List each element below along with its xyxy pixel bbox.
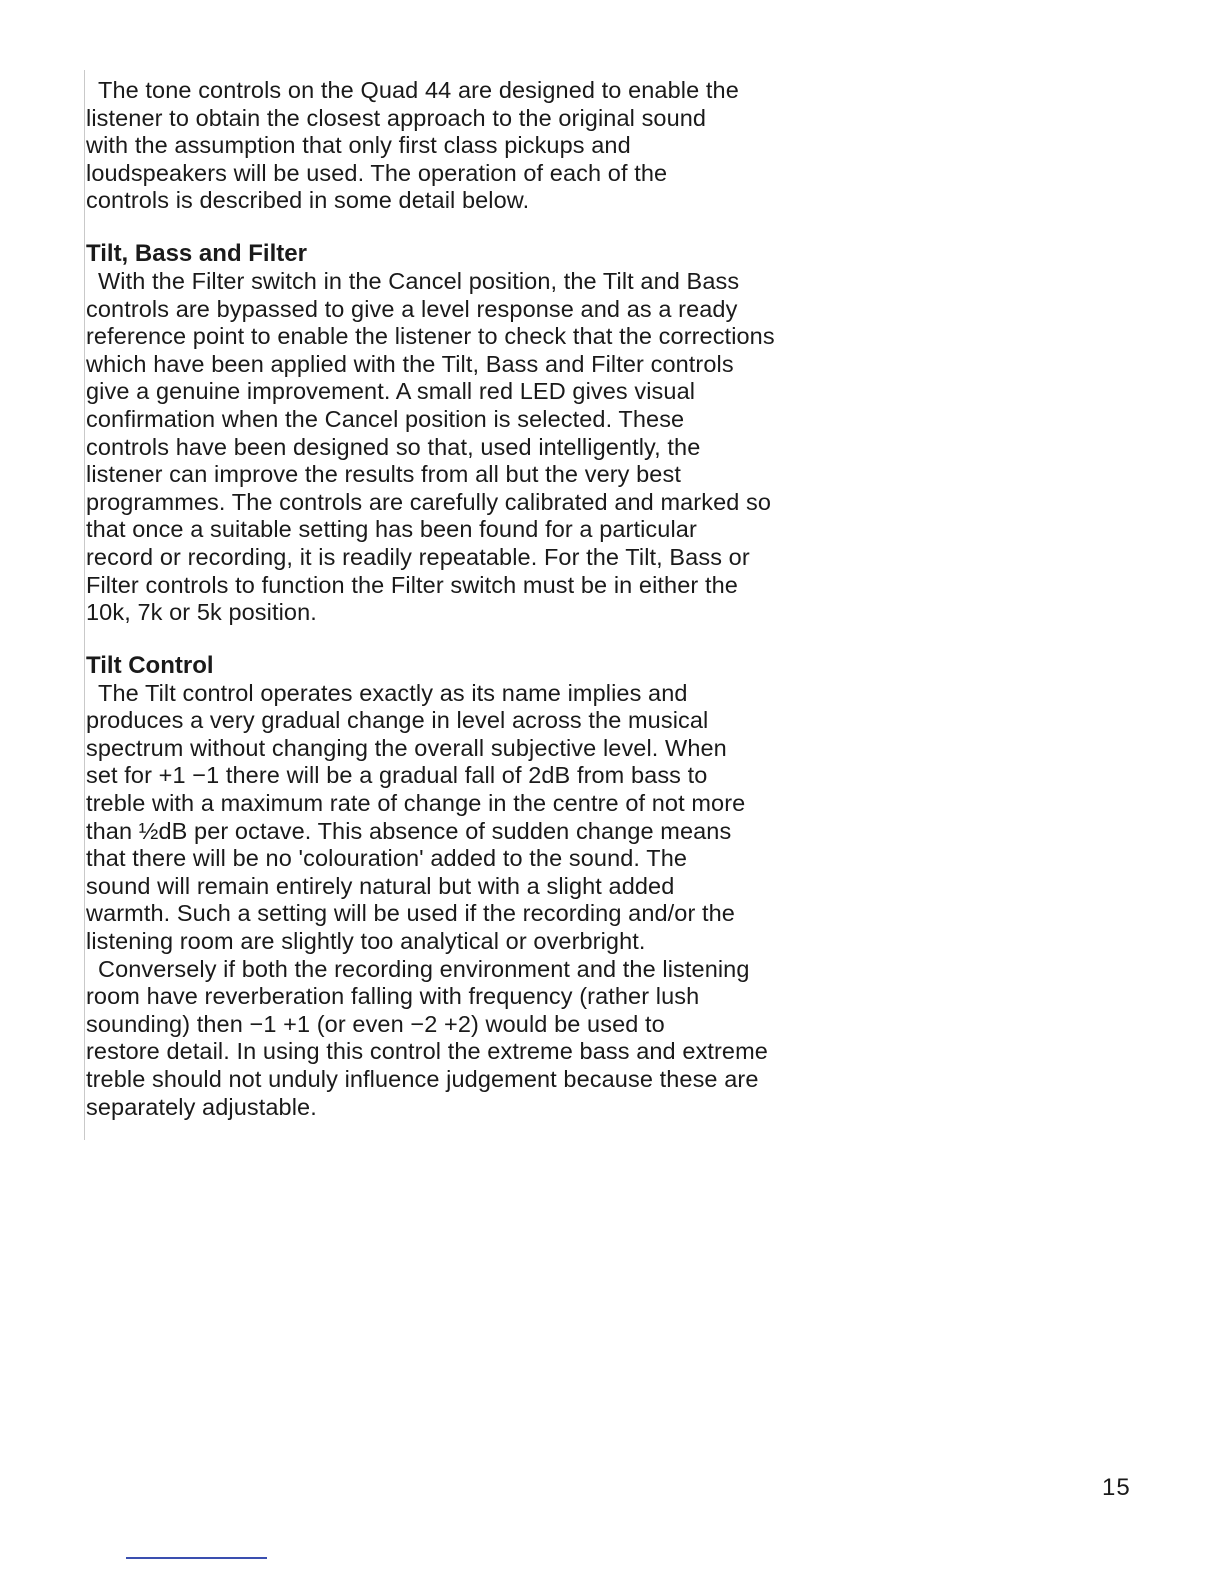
tilt-control-paragraph-1 [86,680,886,956]
footer-rule [126,1557,267,1559]
text-line: than ½dB per octave. This absence of sudden change means [86,817,732,844]
text-line: listener to obtain the closest approach to the original sound [86,104,707,131]
text-line: The Tilt control operates exactly as its name implies and [98,679,688,706]
text-line: room have reverberation falling with frequency (rather lush [86,983,700,1010]
text-line: warmth. Such a setting will be used if the recording and/or the [86,900,735,927]
text-line: controls have been designed so that, used intelligently, the [86,433,701,460]
tilt-bass-filter-paragraph [86,268,886,627]
text-line: The tone controls on the Quad 44 are designed to enable the [98,77,739,103]
text-line: with the assumption that only first class pickups and [86,132,631,159]
text-line: sound will remain entirely natural but with a slight added [86,872,675,899]
text-line: 10k, 7k or 5k position. [86,599,317,626]
text-line: produces a very gradual change in level across the musical [86,707,709,734]
text-line: set for +1 −1 there will be a gradual fall of 2dB from bass to [86,762,708,789]
text-line: loudspeakers will be used. The operation of each of the [86,159,668,186]
text-line: With the Filter switch in the Cancel position, the Tilt and Bass [98,267,740,294]
text-line: listener can improve the results from all but the very best [86,461,681,488]
text-line: separately adjustable. [86,1093,317,1120]
text-line: controls is described in some detail below. [86,187,530,214]
text-column [86,77,886,1121]
text-line: sounding) then −1 +1 (or even −2 +2) would be used to [86,1010,665,1037]
text-line: treble with a maximum rate of change in the centre of not more [86,790,746,817]
text-line: that there will be no 'colouration' added to the sound. The [86,845,688,872]
section-heading-tilt-control: Tilt Control [86,651,214,679]
intro-paragraph [86,77,886,215]
text-line: controls are bypassed to give a level response and as a ready [86,295,738,322]
text-line: confirmation when the Cancel position is selected. These [86,405,685,432]
text-line: record or recording, it is readily repeatable. For the Tilt, Bass or [86,543,750,570]
text-line: that once a suitable setting has been found for a particular [86,516,697,543]
text-line: which have been applied with the Tilt, Bass and Filter controls [86,350,734,377]
text-line: give a genuine improvement. A small red LED gives visual [86,378,696,405]
tilt-control-paragraph-2 [86,956,886,1122]
text-line: Filter controls to function the Filter switch must be in either the [86,571,738,598]
text-line: reference point to enable the listener to check that the corrections [86,323,775,350]
section-heading-tilt-bass-filter: Tilt, Bass and Filter [86,239,307,267]
text-line: spectrum without changing the overall subjective level. When [86,734,727,761]
text-line: listening room are slightly too analytical or overbright. [86,928,646,955]
text-line: Conversely if both the recording environment and the listening [98,955,750,982]
text-line: restore detail. In using this control the extreme bass and extreme [86,1038,768,1065]
page-number: 15 [1102,1474,1131,1501]
text-line: programmes. The controls are carefully calibrated and marked so [86,488,772,515]
text-line: treble should not unduly influence judgement because these are [86,1066,759,1092]
scan-margin-line [84,70,85,1140]
